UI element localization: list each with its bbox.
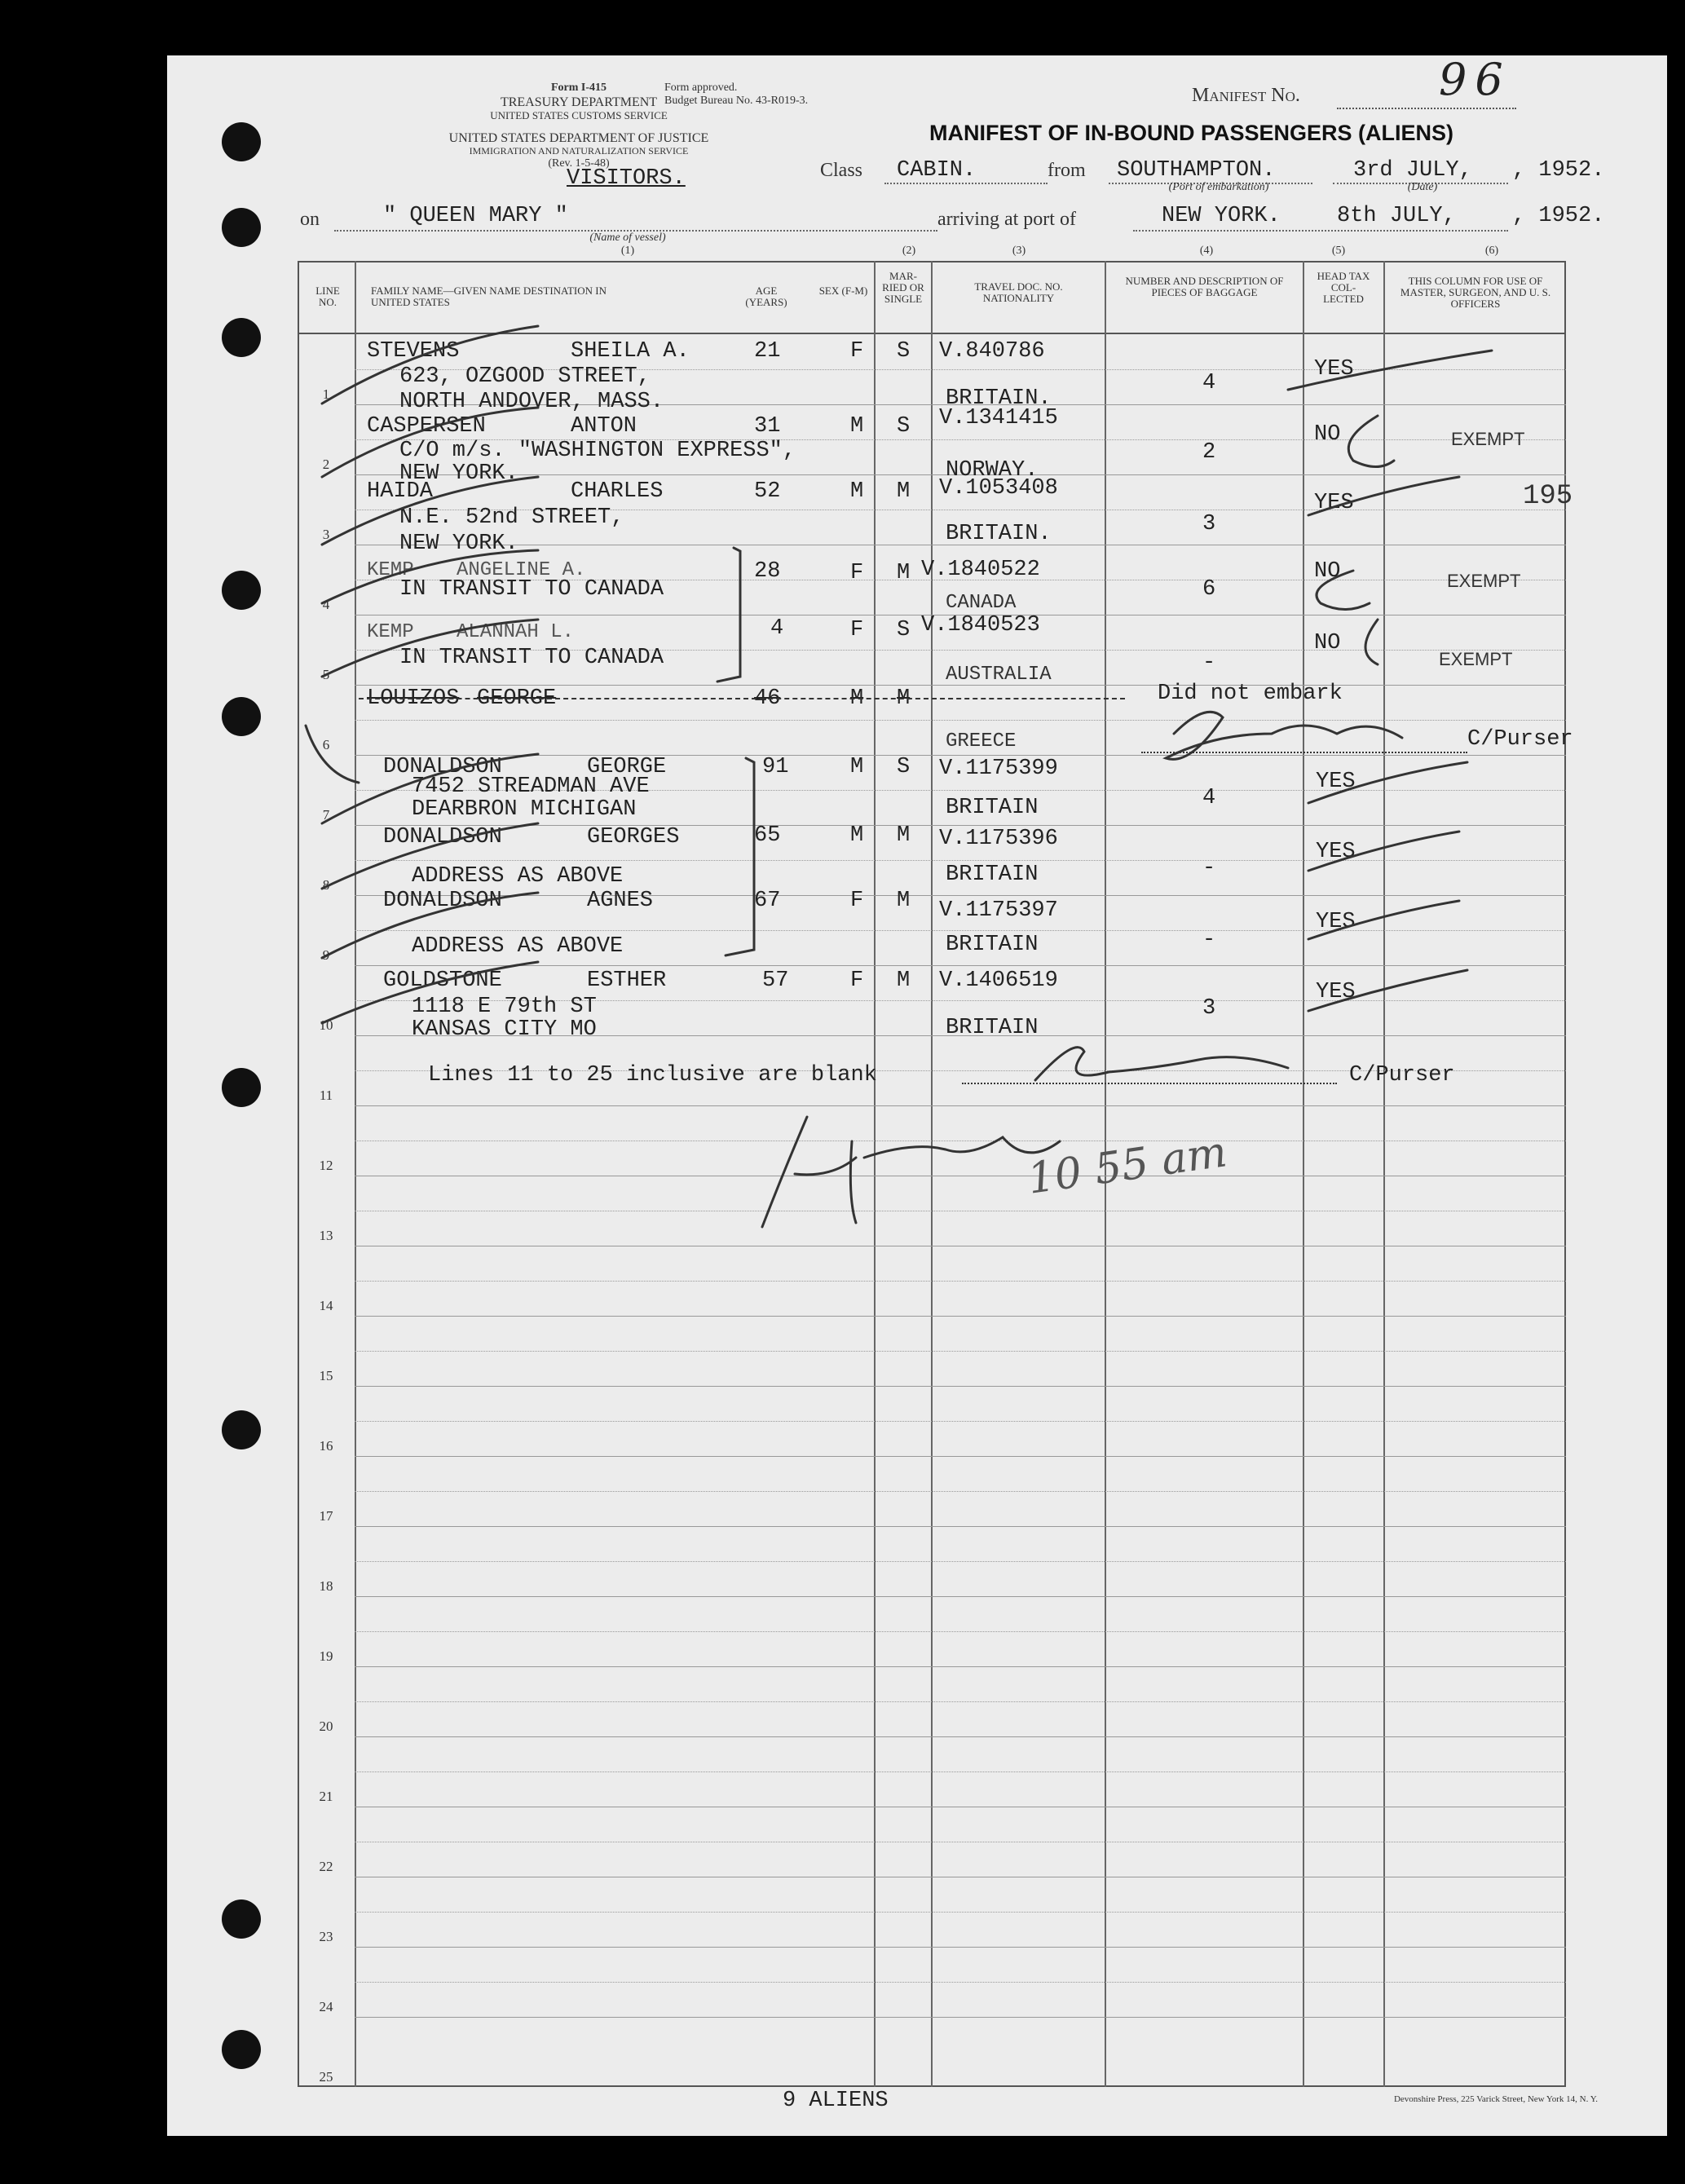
entry-marital: S xyxy=(897,414,911,439)
line-number: 4 xyxy=(322,597,330,612)
date-caption: (Date) xyxy=(1407,181,1438,193)
bracket xyxy=(726,758,754,955)
line-number: 13 xyxy=(319,1228,333,1243)
entry-address: ADDRESS AS ABOVE xyxy=(412,934,624,959)
col-header-travel-doc: TRAVEL DOC. NO. NATIONALITY xyxy=(974,280,1063,304)
entry-travel-doc: V.1175399 xyxy=(939,757,1058,781)
entry-sex: M xyxy=(850,686,864,711)
col-header-married: MAR- RIED OR SINGLE xyxy=(882,270,924,305)
entry-sex: M xyxy=(850,479,864,504)
alien-total: 9 ALIENS xyxy=(783,2089,889,2113)
entry-age: 4 xyxy=(770,616,784,641)
entry-baggage: - xyxy=(1202,928,1216,952)
entry-family-name: DONALDSON xyxy=(383,825,502,849)
entry-nationality: BRITAIN. xyxy=(946,522,1052,546)
officer-note: EXEMPT xyxy=(1451,429,1525,449)
check-mark xyxy=(322,477,538,545)
entry-age: 67 xyxy=(754,889,781,913)
entry-sex: M xyxy=(850,755,864,779)
tax-stroke xyxy=(1308,970,1467,1011)
entry-family-name: HAIDA xyxy=(367,479,434,504)
check-mark xyxy=(322,823,538,889)
handwritten-time: 10 55 am xyxy=(1025,1127,1230,1204)
entry-given-name: AGNES xyxy=(587,889,654,913)
justice-dept: UNITED STATES DEPARTMENT OF JUSTICE xyxy=(448,131,709,145)
officer-note: EXEMPT xyxy=(1439,649,1513,669)
line-number: 24 xyxy=(319,1999,333,2014)
treasury-dept: TREASURY DEPARTMENT xyxy=(500,95,658,109)
entry-age: 21 xyxy=(754,339,781,364)
check-mark xyxy=(322,754,538,823)
entry-address: 623, OZGOOD STREET, xyxy=(399,364,651,389)
vessel-caption: (Name of vessel) xyxy=(589,232,666,244)
purser-title: C/Purser xyxy=(1467,727,1573,752)
line-number: 11 xyxy=(319,1088,333,1103)
line-number: 12 xyxy=(319,1158,333,1173)
manifest-no-label: Manifest No. xyxy=(1192,85,1300,106)
purser-signature xyxy=(1166,712,1402,759)
entry-family-name: DONALDSON xyxy=(383,755,502,779)
entry-marital: S xyxy=(897,339,911,364)
entry-marital: S xyxy=(897,618,911,642)
line-number: 5 xyxy=(322,667,330,682)
line-number: 7 xyxy=(322,807,330,823)
tax-stroke xyxy=(1288,351,1492,390)
entry-age: 65 xyxy=(754,823,781,848)
entry-age: 46 xyxy=(754,686,781,711)
tax-stroke xyxy=(1308,832,1459,871)
entry-baggage: 6 xyxy=(1202,577,1216,602)
entry-given-name: ALANNAH L. xyxy=(457,621,575,643)
form-number: Form I-415 xyxy=(550,82,607,94)
arrival-port: NEW YORK. xyxy=(1162,204,1281,228)
budget-bureau: Budget Bureau No. 43-R019-3. xyxy=(664,95,809,107)
entry-family-name: KEMP xyxy=(367,621,414,643)
entry-address: C/O m/s. "WASHINGTON EXPRESS", xyxy=(399,439,796,463)
did-not-embark-note: Did not embark xyxy=(1158,682,1343,706)
entry-given-name: GEORGES xyxy=(587,825,680,849)
entry-address: KANSAS CITY MO xyxy=(412,1017,597,1042)
entry-nationality: BRITAIN xyxy=(946,796,1039,820)
entry-address: 1118 E 79th ST xyxy=(412,995,597,1019)
line-number: 18 xyxy=(319,1578,333,1594)
entry-family-name: GOLDSTONE xyxy=(383,968,502,993)
entry-given-name: GEORGE xyxy=(587,755,667,779)
line-number: 17 xyxy=(319,1508,333,1524)
line-number: 2 xyxy=(322,457,330,472)
col-no-3: (3) xyxy=(1012,245,1026,257)
no-hook xyxy=(1348,416,1394,467)
entry-sex: F xyxy=(850,968,864,993)
entry-head-tax: YES xyxy=(1316,910,1356,934)
line-number: 8 xyxy=(322,877,330,893)
entry-sex: M xyxy=(850,414,864,439)
ins-service: IMMIGRATION AND NATURALIZATION SERVICE xyxy=(469,145,689,157)
entry-family-name: DONALDSON xyxy=(383,889,502,913)
entry-nationality: BRITAIN xyxy=(946,933,1039,957)
entry-marital: M xyxy=(897,889,911,913)
line-number: 1 xyxy=(322,386,330,402)
line-number: 19 xyxy=(319,1648,333,1664)
entry-sex: F xyxy=(850,561,864,585)
col-header-name: FAMILY NAME—GIVEN NAME DESTINATION IN UNITED STATES xyxy=(371,285,607,308)
arrival-date: 8th JULY, xyxy=(1337,204,1456,228)
check-mark xyxy=(322,962,538,1023)
col-header-sex: SEX (F-M) xyxy=(818,285,868,297)
entry-travel-doc: V.1406519 xyxy=(939,968,1058,993)
line-number: 16 xyxy=(319,1438,333,1454)
purser-title: C/Purser xyxy=(1349,1063,1455,1088)
entry-head-tax: NO xyxy=(1314,422,1341,447)
entry-family-name: STEVENS xyxy=(367,339,460,364)
entry-given-name: CHARLES xyxy=(571,479,664,504)
entry-age: 91 xyxy=(762,755,789,779)
entry-baggage: 3 xyxy=(1202,996,1216,1021)
entry-given-name: SHEILA A. xyxy=(571,339,690,364)
line-number: 15 xyxy=(319,1368,333,1383)
col-no-6: (6) xyxy=(1484,245,1499,257)
entry-marital: M xyxy=(897,686,911,711)
entry-marital: M xyxy=(897,968,911,993)
entry-family-name: LOUIZOS xyxy=(367,686,460,711)
from-label: from xyxy=(1048,160,1086,181)
line-number: 20 xyxy=(319,1719,333,1734)
tax-stroke xyxy=(1308,901,1459,939)
entry-given-name: ANTON xyxy=(571,414,637,439)
vessel-name: " QUEEN MARY " xyxy=(383,204,568,228)
entry-travel-doc: V.1341415 xyxy=(939,406,1058,430)
entry-sex: F xyxy=(850,339,864,364)
line-number: 10 xyxy=(319,1017,333,1033)
entry-age: 31 xyxy=(754,414,781,439)
entry-nationality: CANADA xyxy=(946,592,1017,614)
entry-travel-doc: V.1175397 xyxy=(939,898,1058,923)
departure-year: , 1952. xyxy=(1512,158,1605,183)
entry-address: NEW YORK. xyxy=(399,532,518,556)
bracket xyxy=(717,548,740,682)
check-mark xyxy=(322,408,538,477)
check-mark xyxy=(322,550,538,603)
entry-address: NORTH ANDOVER, MASS. xyxy=(399,390,664,414)
check-mark xyxy=(322,326,538,404)
entry-nationality: AUSTRALIA xyxy=(946,664,1052,686)
line-number: 6 xyxy=(322,737,330,752)
entry-given-name: ANGELINE A. xyxy=(457,559,586,581)
entry-head-tax: NO xyxy=(1314,631,1341,655)
entry-nationality: BRITAIN xyxy=(946,863,1039,887)
officer-note: 195 xyxy=(1523,481,1573,512)
col-header-officers: THIS COLUMN FOR USE OF MASTER, SURGEON, AND U. S. OFFICERS xyxy=(1400,275,1551,310)
check-mark xyxy=(322,620,538,677)
entry-marital: M xyxy=(897,561,911,585)
line-number: 14 xyxy=(319,1298,333,1313)
entry-address: DEARBRON MICHIGAN xyxy=(412,797,637,822)
entry-age: 28 xyxy=(754,559,781,584)
line-number: 3 xyxy=(322,527,330,542)
entry-family-name: CASPERSEN xyxy=(367,414,486,439)
entry-given-name: GEORGE xyxy=(477,686,557,711)
entry-head-tax: YES xyxy=(1314,491,1354,515)
entry-travel-doc: V.1840523 xyxy=(921,613,1040,638)
port-caption: (Port of embarkation) xyxy=(1168,181,1269,193)
entry-nationality: BRITAIN xyxy=(946,1016,1039,1040)
line-number: 22 xyxy=(319,1859,333,1874)
check-mark xyxy=(322,893,538,958)
entry-head-tax: YES xyxy=(1316,770,1356,794)
entry-head-tax: NO xyxy=(1314,559,1341,584)
entry-marital: S xyxy=(897,755,911,779)
entry-marital: M xyxy=(897,823,911,848)
entry-address: 7452 STREADMAN AVE xyxy=(412,774,650,799)
class-value: CABIN. xyxy=(897,158,977,183)
entry-baggage: 4 xyxy=(1202,786,1216,810)
form-approved: Form approved. xyxy=(664,82,738,94)
manifest-title: MANIFEST OF IN-BOUND PASSENGERS (ALIENS) xyxy=(929,121,1454,145)
col-no-5: (5) xyxy=(1331,245,1346,257)
entry-address: IN TRANSIT TO CANADA xyxy=(399,646,664,670)
col-no-4: (4) xyxy=(1199,245,1214,257)
departure-date: 3rd JULY, xyxy=(1353,158,1472,183)
entry-travel-doc: V.1175396 xyxy=(939,827,1058,851)
arriving-label: arriving at port of xyxy=(937,209,1076,230)
officer-initials xyxy=(762,1117,1060,1227)
line-number: 25 xyxy=(319,2069,333,2085)
no-hook xyxy=(1365,620,1378,664)
revision: (Rev. 1-5-48) xyxy=(548,157,610,170)
entry-nationality: BRITAIN. xyxy=(946,386,1052,411)
entry-sex: F xyxy=(850,889,864,913)
entry-given-name: ESTHER xyxy=(587,968,667,993)
entry-head-tax: YES xyxy=(1316,840,1356,864)
col-no-2: (2) xyxy=(902,245,916,257)
customs-service: UNITED STATES CUSTOMS SERVICE xyxy=(490,109,668,121)
tax-stroke xyxy=(1308,477,1459,515)
blank-lines-statement: Lines 11 to 25 inclusive are blank xyxy=(428,1063,877,1088)
manifest-number: 96 xyxy=(1439,54,1511,105)
entry-address: NEW YORK. xyxy=(399,461,518,486)
col-header-line-no: LINE NO. xyxy=(315,285,340,308)
line-number: 21 xyxy=(319,1789,333,1804)
entry-nationality: GREECE xyxy=(946,730,1017,752)
entry-age: 52 xyxy=(754,479,781,504)
entry-family-name: KEMP xyxy=(367,559,414,581)
officer-note: EXEMPT xyxy=(1447,571,1521,591)
printer-imprint: Devonshire Press, 225 Varick Street, New York 14, N. Y. xyxy=(1393,2094,1598,2104)
entry-nationality: NORWAY. xyxy=(946,458,1039,483)
purser-signature xyxy=(1035,1048,1288,1080)
entry-travel-doc: V.840786 xyxy=(939,339,1045,364)
entry-address: ADDRESS AS ABOVE xyxy=(412,864,624,889)
entry-address: N.E. 52nd STREET, xyxy=(399,505,624,530)
entry-travel-doc: V.1053408 xyxy=(939,476,1058,501)
class-label: Class xyxy=(820,160,863,181)
entry-baggage: - xyxy=(1202,651,1216,675)
tax-stroke xyxy=(1308,762,1467,803)
entry-head-tax: YES xyxy=(1314,357,1354,382)
entry-sex: M xyxy=(850,823,864,848)
col-header-baggage: NUMBER AND DESCRIPTION OF PIECES OF BAGGAGE xyxy=(1125,275,1284,298)
entry-address: IN TRANSIT TO CANADA xyxy=(399,577,664,602)
line-six-mark xyxy=(306,726,359,783)
entry-baggage: 4 xyxy=(1202,371,1216,395)
entry-head-tax: YES xyxy=(1316,980,1356,1004)
entry-baggage: - xyxy=(1202,856,1216,880)
entry-baggage: 3 xyxy=(1202,512,1216,536)
col-header-age: AGE (YEARS) xyxy=(745,285,787,308)
entry-travel-doc: V.1840522 xyxy=(921,558,1040,582)
vessel-caption-no: (1) xyxy=(620,245,635,257)
on-label: on xyxy=(300,209,320,230)
entry-marital: M xyxy=(897,479,911,504)
col-header-head-tax: HEAD TAX COL- LECTED xyxy=(1317,270,1370,305)
visitors-note: VISITORS. xyxy=(567,166,686,191)
port-of-embarkation: SOUTHAMPTON. xyxy=(1117,158,1276,183)
entry-baggage: 2 xyxy=(1202,440,1216,465)
line-number: 23 xyxy=(319,1929,333,1944)
entry-sex: F xyxy=(850,618,864,642)
arrival-year: , 1952. xyxy=(1512,204,1605,228)
entry-age: 57 xyxy=(762,968,789,993)
no-hook xyxy=(1317,571,1370,610)
line-number: 9 xyxy=(322,947,330,963)
